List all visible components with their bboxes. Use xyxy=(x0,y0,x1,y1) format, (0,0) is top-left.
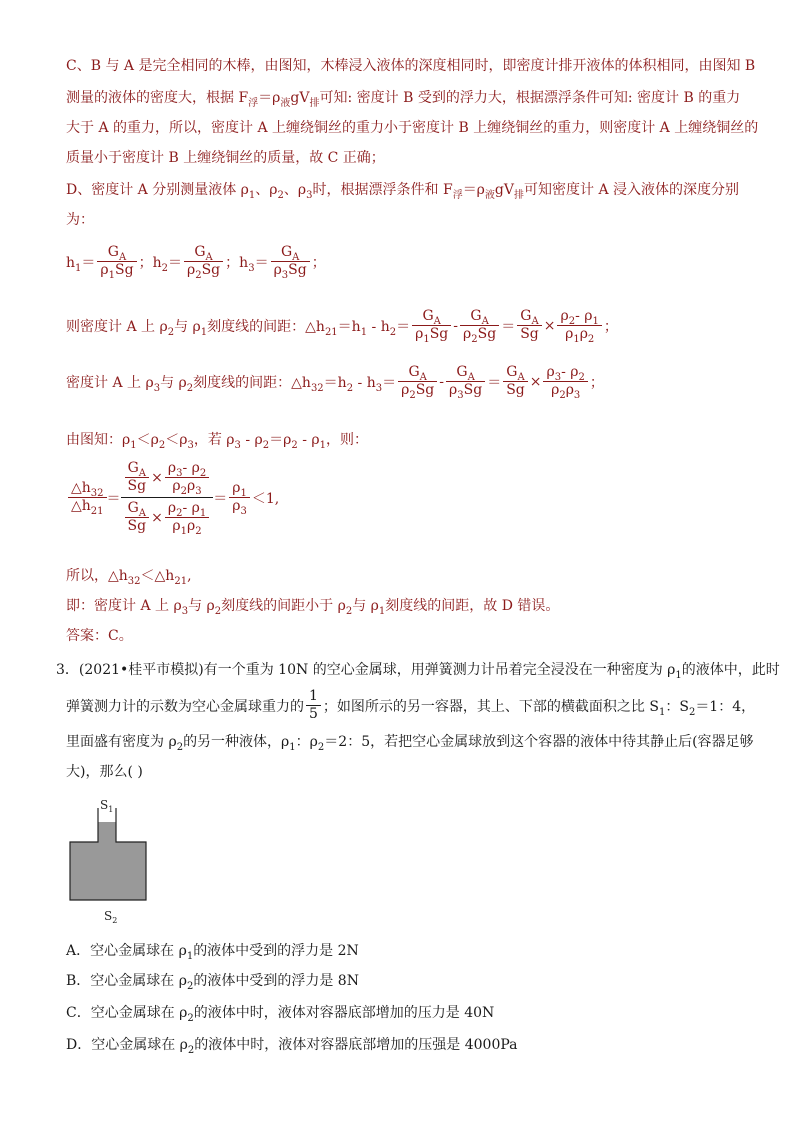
para-c-line4: 质量小于密度计 B 上缠绕铜丝的质量，故 C 正确； xyxy=(66,150,385,166)
liquid-fill xyxy=(70,822,146,900)
option-a[interactable]: A．空心金属球在 $\rho_1$的液体中受到的浮力是 2N xyxy=(66,943,359,962)
container-svg xyxy=(60,796,160,924)
answer-line: 答案：C。 xyxy=(66,628,133,644)
q3-line4: 大)，那么( ) xyxy=(66,764,143,780)
label-s1: $S_1$ xyxy=(100,798,114,814)
para-d-line1: D、密度计 A 分别测量液体 $\rho_1$、$\rho_2$、$\rho_3$时，根据漂浮条件和 $F_浮=\rho_液gV_排$可知密度计 A 浸入液体的深度分别 xyxy=(66,182,740,201)
para-d-line2: 为： xyxy=(66,212,94,228)
para-c-line2: 测量的液体的密度大，根据 $F_浮=\rho_液gV_排$可知: 密度计 B 受到的浮力大，根据漂浮条件可知: 密度计 B 的重力 xyxy=(66,90,741,109)
option-d[interactable]: D．空心金属球在 $\rho_2$的液体中时，液体对容器底部增加的压强是 4000Pa xyxy=(66,1037,518,1056)
conclusion-line: 即：密度计 A 上 $\rho_3$与 $\rho_2$刻度线的间距小于 $\rho_2$与 $\rho_1$刻度线的间距，故 D 错误。 xyxy=(66,598,560,617)
container-diagram xyxy=(60,796,160,924)
para-c-line3: 大于 A 的重力，所以，密度计 A 上缠绕铜丝的重力小于密度计 B 上缠绕铜丝的重力，则密度计 A 上缠绕铜丝的 xyxy=(66,120,759,136)
delta-h32-equation: 密度计 A 上 $\rho_3$与 $\rho_2$刻度线的间距：$\triangle h_{32}=h_2 - h_3=$ $\frac{G_A}{\rho_2Sg}$ - $\frac{G_A}{\rho_3Sg}$ ＝ $\frac{G_A}{Sg}$ × $\frac{\rho_3- \rho_2}{\rho_2\rho_3}$ ； xyxy=(66,364,604,401)
q3-line2: 弹簧测力计的示数为空心金属球重力的 $\frac{1}{5}$ ；如图所示的另一容器，其上、下部的横截面积之比 $S_1$：$S_2=1$：4， xyxy=(66,688,756,722)
condition-line: 由图知：$\rho_1<\rho_2<\rho_3$，若 $\rho_3 - \rho_2=\rho_2 - \rho_1$，则： xyxy=(66,432,368,451)
q3-line3: 里面盛有密度为 $\rho_2$的另一种液体，$\rho_1$：$\rho_2=2$：5，若把空心金属球放到这个容器的液体中待其静止后(容器足够 xyxy=(66,734,754,753)
option-b[interactable]: B．空心金属球在 $\rho_2$的液体中受到的浮力是 8N xyxy=(66,973,359,992)
label-s2: $S_2$ xyxy=(104,909,118,924)
option-c[interactable]: C．空心金属球在 $\rho_2$的液体中时，液体对容器底部增加的压力是 40N xyxy=(66,1005,495,1024)
so-line: 所以，$\triangle h_{32}<\triangle h_{21}$, xyxy=(66,568,192,587)
q3-line1: 3．(2021•桂平市模拟)有一个重为 10N 的空心金属球，用弹簧测力计吊着完全浸没在一种密度为 $\rho_1$的液体中，此时 xyxy=(56,662,780,681)
h-equations: $h_1=$ $\frac{G_A}{\rho_1Sg}$ ；$h_2=$ $\frac{G_A}{\rho_2Sg}$ ；$h_3=$ $\frac{G_A}{\rho_3Sg}$ ； xyxy=(66,244,326,281)
ratio-equation: $\frac{\triangle h_{32}}{\triangle h_{21}}$ ＝ $\frac{G_A}{Sg}$ × $\frac{\rho_3- \rho_2}{\rho_2\rho_3}$ $\frac{G_A}{Sg}$ × $\frac{\rho_2- \rho_1}{\rho_1\rho_2}$ ＝ $\frac{\rho_1}{\rho_3}$ ＜1, xyxy=(66,460,279,535)
delta-h21-equation: 则密度计 A 上 $\rho_2$与 $\rho_1$刻度线的间距：$\triangle h_{21}=h_1 - h_2=$ $\frac{G_A}{\rho_1Sg}$ - $\frac{G_A}{\rho_2Sg}$ ＝ $\frac{G_A}{Sg}$ × $\frac{\rho_2- \rho_1}{\rho_1\rho_2}$ ； xyxy=(66,308,618,345)
para-c-line1: C、B 与 A 是完全相同的木棒，由图知，木棒浸入液体的深度相同时，即密度计排开液体的体积相同，由图知 B xyxy=(66,58,756,74)
